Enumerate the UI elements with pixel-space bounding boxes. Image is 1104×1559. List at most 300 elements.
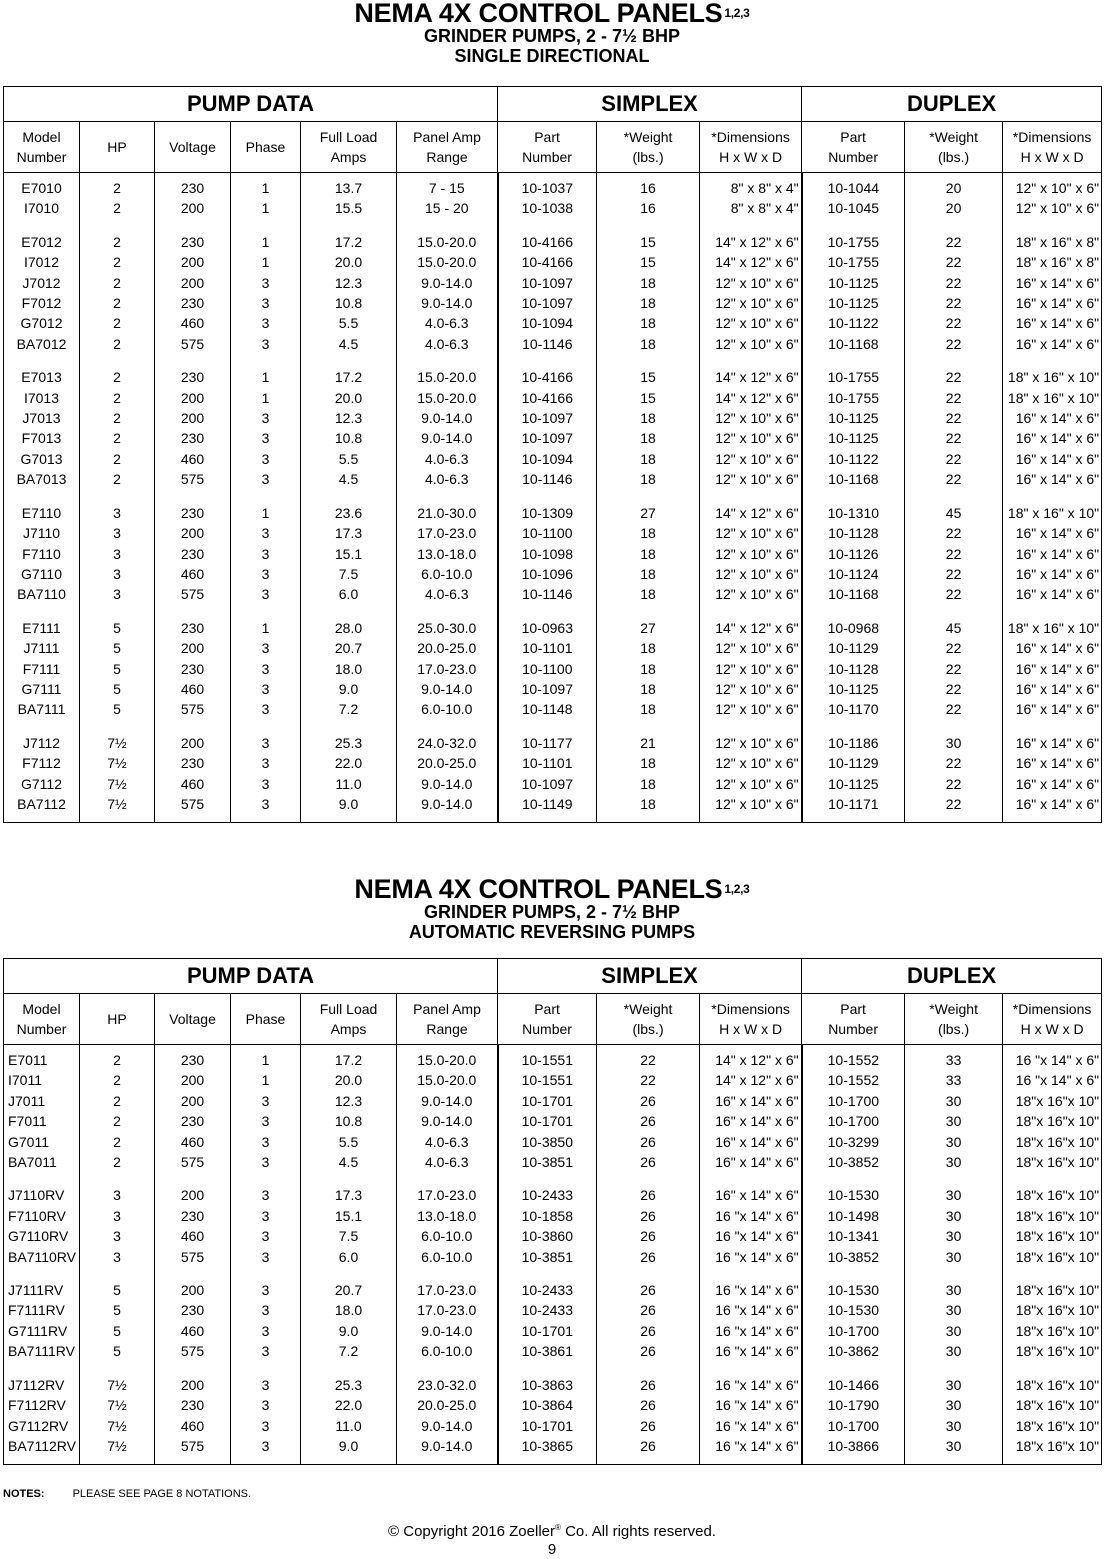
column-header-simplex-weight — [597, 994, 700, 1045]
cell-value: 3 — [261, 1302, 270, 1319]
cell-value: 2 — [113, 1154, 121, 1171]
cell-value: 22 — [945, 640, 962, 657]
cell-value: 10-1552 — [827, 1072, 880, 1089]
cell-value: 18 — [640, 565, 656, 582]
cell-value: 4.0-6.3 — [424, 315, 469, 332]
cell-value: 10-2433 — [521, 1187, 573, 1204]
cell-value: 26 — [640, 1187, 656, 1204]
cell-value: 16" x 14" x 6" — [1015, 274, 1100, 291]
cell-hp — [80, 1273, 155, 1368]
column-header-row — [4, 122, 1102, 173]
cell-value: 30 — [945, 1417, 962, 1434]
cell-value: 10-1124 — [828, 565, 879, 582]
cell-value: 10-1170 — [828, 701, 879, 718]
cell-value: 12" x 10" x 6" — [715, 701, 799, 718]
cell-value: 20.0 — [334, 254, 363, 271]
cell-value: 20.0 — [334, 389, 363, 406]
cell-full-load-amps — [301, 1273, 397, 1368]
cell-simplex-weight — [597, 1368, 700, 1465]
cell-value: 15 — [640, 389, 656, 406]
cell-value: 5 — [113, 701, 121, 718]
cell-value: 26 — [640, 1282, 656, 1299]
cell-value: 20.0-25.0 — [417, 1397, 477, 1414]
table-row-group — [4, 1178, 1102, 1273]
cell-phase — [231, 496, 301, 611]
cell-value: 18 — [640, 640, 656, 657]
cell-value: F7112 — [22, 755, 61, 772]
cell-value: 6.0-10.0 — [421, 1228, 473, 1245]
column-header-panel-amp-range — [397, 994, 498, 1045]
duplex-header: DUPLEX — [802, 959, 1102, 994]
column-header-row — [4, 994, 1102, 1045]
cell-value: 10-1700 — [827, 1092, 880, 1109]
column-header-duplex-weight — [905, 122, 1003, 173]
simplex-header: SIMPLEX — [498, 87, 802, 122]
cell-value: 10-1701 — [521, 1417, 573, 1434]
cell-duplex-weight — [905, 1178, 1003, 1273]
automatic-reversing-table — [3, 958, 1102, 1465]
cell-value: 2 — [113, 1092, 121, 1109]
cell-simplex-dimensions — [700, 726, 802, 823]
cell-value: 18"x 16"x 10" — [1015, 1187, 1100, 1204]
cell-value: 14" x 12" x 6" — [715, 1072, 799, 1089]
cell-value: 200 — [180, 640, 205, 657]
cell-value: 12" x 10" x 6" — [715, 410, 799, 427]
cell-hp — [80, 1178, 155, 1273]
cell-hp — [80, 225, 155, 360]
cell-value: 230 — [180, 1113, 205, 1130]
cell-phase — [231, 173, 301, 225]
column-header-line: Model — [22, 129, 61, 145]
cell-value: 18 — [640, 450, 656, 467]
cell-value: 16" x 14" x 6" — [1015, 586, 1100, 603]
cell-value: 14" x 12" x 6" — [715, 389, 799, 406]
cell-value: 12" x 10" x 6" — [715, 545, 799, 562]
cell-value: 16" x 14" x 6" — [1015, 701, 1100, 718]
cell-value: 18 — [640, 545, 656, 562]
cell-value: 22 — [945, 471, 962, 488]
cell-value: 12" x 10" x 6" — [715, 680, 799, 697]
cell-value: 30 — [945, 1376, 962, 1393]
cell-value: BA7111RV — [8, 1343, 75, 1360]
cell-value: 10-1094 — [521, 315, 573, 332]
cell-value: 12" x 10" x 6" — [715, 565, 799, 582]
cell-value: 10-1186 — [828, 734, 879, 751]
cell-value: 15.0-20.0 — [417, 233, 477, 250]
cell-value: 10-1755 — [827, 233, 880, 250]
cell-panel-amp-range — [397, 225, 498, 360]
cell-value: 3 — [261, 1133, 270, 1150]
cell-simplex-part-number — [498, 1045, 597, 1179]
cell-value: 15.1 — [334, 1207, 363, 1224]
cell-value: F7013 — [21, 430, 62, 447]
column-header-simplex-weight — [597, 122, 700, 173]
cell-value: 18 — [640, 775, 656, 792]
cell-value: 460 — [180, 1133, 205, 1150]
cell-value: 16" x 14" x 6" — [1015, 680, 1100, 697]
cell-value: 22 — [945, 369, 962, 386]
column-header-line: Part — [534, 129, 560, 145]
cell-value: 230 — [180, 545, 205, 562]
cell-value: 15.0-20.0 — [417, 1052, 477, 1068]
cell-value: 22 — [945, 430, 962, 447]
cell-value: 15 - 20 — [424, 200, 469, 217]
cell-value: 10-1129 — [828, 640, 879, 657]
cell-value: 10-1146 — [522, 335, 573, 352]
cell-value: F7111RV — [8, 1302, 65, 1319]
cell-value: 10-1097 — [521, 775, 573, 792]
cell-duplex-weight — [905, 225, 1003, 360]
cell-voltage — [155, 1045, 231, 1179]
notes-text: PLEASE SEE PAGE 8 NOTATIONS. — [72, 1488, 252, 1500]
column-header-line: Range — [426, 149, 468, 165]
cell-value: 45 — [945, 504, 962, 521]
cell-value: 6.0-10.0 — [421, 1248, 473, 1265]
cell-value: 1 — [261, 180, 270, 196]
cell-value: 3 — [261, 1187, 270, 1204]
cell-value: G7112 — [21, 775, 62, 792]
cell-phase — [231, 1178, 301, 1273]
cell-value: 5 — [113, 680, 121, 697]
cell-value: 7½ — [107, 755, 127, 772]
cell-value: 2 — [113, 335, 121, 352]
column-header-line: *Weight — [623, 1001, 673, 1017]
cell-simplex-weight — [597, 726, 700, 823]
cell-hp — [80, 1368, 155, 1465]
cell-value: 8" x 8" x 4" — [730, 200, 799, 217]
cell-simplex-part-number — [498, 496, 597, 611]
cell-value: 18 — [640, 315, 656, 332]
cell-value: 16" x 14" x 6" — [1015, 775, 1100, 792]
cell-value: 3 — [113, 1248, 121, 1265]
cell-value: J7110RV — [8, 1187, 65, 1204]
section2-title: NEMA 4X CONTROL PANELS $^{1,2,3}$ — [354, 874, 750, 904]
cell-full-load-amps — [301, 225, 397, 360]
cell-value: 10-1045 — [827, 200, 880, 217]
cell-value: 9.0-14.0 — [421, 1437, 473, 1454]
cell-value: 12" x 10" x 6" — [1015, 180, 1100, 196]
cell-value: 10-1100 — [522, 525, 573, 542]
column-header-line: Panel Amp — [413, 129, 481, 145]
cell-value: 3 — [261, 450, 270, 467]
cell-duplex-dimensions — [1003, 611, 1102, 726]
cell-model-number — [4, 1178, 80, 1273]
cell-full-load-amps — [301, 360, 397, 495]
cell-full-load-amps — [301, 1368, 397, 1465]
cell-simplex-part-number — [498, 1178, 597, 1273]
cell-value: 4.0-6.3 — [424, 1133, 469, 1150]
cell-value: 18 — [640, 471, 656, 488]
cell-model-number — [4, 1045, 80, 1179]
cell-simplex-dimensions — [700, 1273, 802, 1368]
cell-value: 2 — [113, 315, 121, 332]
cell-panel-amp-range — [397, 1368, 498, 1465]
cell-value: 3 — [113, 1228, 121, 1245]
cell-value: 200 — [180, 410, 205, 427]
cell-value: E7012 — [21, 233, 62, 250]
cell-value: 16 "x 14" x 6" — [715, 1302, 799, 1319]
cell-value: 10-3862 — [827, 1343, 880, 1360]
cell-value: 10-1755 — [827, 369, 880, 386]
cell-full-load-amps — [301, 1178, 397, 1273]
cell-value: 10-3864 — [521, 1397, 573, 1414]
cell-value: 200 — [180, 274, 205, 291]
cell-value: J7110 — [22, 525, 61, 542]
column-header-line: *Weight — [929, 129, 978, 145]
cell-value: 10-3860 — [521, 1228, 573, 1245]
cell-value: 10-3852 — [827, 1154, 880, 1171]
cell-value: 2 — [113, 1072, 121, 1089]
cell-value: 21.0-30.0 — [417, 504, 477, 521]
cell-value: BA7011 — [8, 1154, 57, 1171]
cell-value: 22 — [945, 315, 962, 332]
cell-value: 16" x 14" x 6" — [1015, 450, 1100, 467]
column-header-line: Full Load — [319, 1001, 378, 1017]
cell-value: 14" x 12" x 6" — [715, 504, 799, 521]
cell-duplex-part-number — [802, 611, 905, 726]
cell-value: 10-1128 — [828, 525, 879, 542]
cell-value: 3 — [113, 1187, 121, 1204]
cell-value: 2 — [113, 1113, 121, 1130]
cell-value: 3 — [261, 471, 270, 488]
cell-value: 26 — [640, 1228, 656, 1245]
cell-value: 27 — [640, 619, 656, 636]
cell-value: 16 "x 14" x 6" — [715, 1248, 799, 1265]
cell-value: 16" x 14" x 6" — [715, 1092, 799, 1109]
cell-value: 10-1551 — [521, 1052, 573, 1068]
duplex-header: DUPLEX — [802, 87, 1102, 122]
cell-value: 12" x 10" x 6" — [715, 471, 799, 488]
cell-value: 3 — [261, 734, 270, 751]
cell-value: 575 — [180, 1437, 205, 1454]
cell-value: 10-3861 — [521, 1343, 573, 1360]
cell-value: 16 "x 14" x 6" — [715, 1376, 799, 1393]
cell-voltage — [155, 611, 231, 726]
cell-value: 3 — [261, 335, 270, 352]
cell-value: 200 — [180, 389, 205, 406]
cell-value: 14" x 12" x 6" — [715, 1052, 799, 1068]
cell-value: 22 — [945, 701, 962, 718]
cell-value: 9.0-14.0 — [421, 295, 473, 312]
column-header-duplex-dimensions — [1003, 994, 1102, 1045]
cell-value: 17.0-23.0 — [417, 525, 477, 542]
cell-value: 18 — [640, 680, 656, 697]
column-header-line: (lbs.) — [938, 149, 970, 165]
cell-value: 7.2 — [338, 701, 359, 718]
cell-model-number — [4, 611, 80, 726]
cell-value: 12" x 10" x 6" — [715, 315, 799, 332]
column-header-line: Number — [16, 1021, 67, 1037]
cell-value: 22 — [945, 545, 962, 562]
cell-value: 230 — [180, 233, 205, 250]
cell-value: 10-1125 — [828, 295, 879, 312]
cell-value: 5 — [113, 1322, 121, 1339]
cell-hp — [80, 173, 155, 225]
cell-value: 200 — [180, 1187, 205, 1204]
cell-value: 2 — [113, 295, 121, 312]
cell-value: 16" x 14" x 6" — [1015, 335, 1100, 352]
section1-subtitle: GRINDER PUMPS, 2 - 7½ BHP — [423, 26, 681, 46]
cell-value: 15.0-20.0 — [417, 1072, 477, 1089]
cell-value: 6.0 — [338, 586, 359, 603]
cell-value: 26 — [640, 1437, 656, 1454]
cell-value: 26 — [640, 1376, 656, 1393]
cell-hp — [80, 611, 155, 726]
cell-phase — [231, 726, 301, 823]
cell-value: 10-1037 — [521, 180, 573, 196]
cell-value: 10-1038 — [521, 200, 573, 217]
cell-value: 9.0-14.0 — [421, 430, 473, 447]
cell-value: 18 — [640, 335, 656, 352]
cell-value: 18"x 16"x 10" — [1015, 1282, 1100, 1299]
cell-value: 14" x 12" x 6" — [715, 233, 799, 250]
cell-value: 16" x 14" x 6" — [715, 1113, 799, 1130]
cell-value: 16" x 14" x 6" — [1015, 660, 1100, 677]
single-directional-table — [3, 86, 1102, 823]
cell-value: F7012 — [21, 295, 62, 312]
cell-value: 10-1466 — [827, 1376, 880, 1393]
cell-value: 6.0 — [338, 1248, 359, 1265]
cell-value: 30 — [945, 1228, 962, 1245]
cell-value: 10-1700 — [827, 1417, 880, 1434]
cell-value: 16" x 14" x 6" — [1015, 565, 1100, 582]
cell-value: 16" x 14" x 6" — [1015, 734, 1100, 751]
section-header-row — [4, 87, 1102, 122]
cell-value: 22 — [945, 775, 962, 792]
cell-value: 20.0 — [334, 1072, 363, 1089]
cell-value: 22 — [945, 295, 962, 312]
cell-value: 10.8 — [334, 1113, 363, 1130]
cell-voltage — [155, 726, 231, 823]
cell-voltage — [155, 1273, 231, 1368]
cell-value: 10-1128 — [828, 660, 879, 677]
cell-duplex-weight — [905, 1273, 1003, 1368]
column-header-model-number — [4, 122, 80, 173]
cell-value: 26 — [640, 1248, 656, 1265]
cell-value: 8" x 8" x 4" — [730, 180, 799, 196]
cell-value: 3 — [261, 1417, 270, 1434]
column-header-line: Phase — [245, 1011, 286, 1027]
cell-duplex-dimensions — [1003, 1368, 1102, 1465]
cell-value: 4.0-6.3 — [424, 471, 469, 488]
cell-value: G7011 — [8, 1133, 49, 1150]
cell-value: J7111 — [23, 640, 60, 657]
cell-value: J7112 — [22, 734, 61, 751]
cell-duplex-part-number — [802, 1273, 905, 1368]
cell-value: 10-3850 — [521, 1133, 573, 1150]
cell-value: 575 — [180, 586, 205, 603]
cell-value: 2 — [113, 410, 121, 427]
cell-value: 17.3 — [334, 1187, 363, 1204]
cell-value: 12" x 10" x 6" — [715, 640, 799, 657]
cell-value: 460 — [180, 1322, 205, 1339]
cell-value: BA7013 — [16, 471, 67, 488]
cell-value: 10-1755 — [827, 254, 880, 271]
cell-value: G7112RV — [8, 1417, 69, 1434]
cell-value: 10-1146 — [522, 471, 573, 488]
cell-duplex-dimensions — [1003, 225, 1102, 360]
cell-value: 18 — [640, 660, 656, 677]
cell-value: 1 — [261, 369, 270, 386]
cell-value: 10-1790 — [827, 1397, 880, 1414]
pump-data-header: PUMP DATA — [4, 959, 498, 994]
column-header-voltage — [155, 122, 231, 173]
cell-value: 10-2433 — [521, 1302, 573, 1319]
column-header-line: Amps — [330, 1021, 367, 1037]
cell-value: 18"x 16"x 10" — [1015, 1248, 1100, 1265]
column-header-duplex-weight — [905, 994, 1003, 1045]
cell-phase — [231, 360, 301, 495]
cell-value: E7013 — [21, 369, 62, 386]
cell-value: I7013 — [23, 389, 60, 406]
cell-value: 15 — [640, 254, 656, 271]
cell-value: 25.3 — [334, 734, 363, 751]
cell-value: 3 — [261, 1322, 270, 1339]
cell-value: 10-3852 — [827, 1248, 880, 1265]
cell-value: 12" x 10" x 6" — [715, 274, 799, 291]
cell-value: 12" x 10" x 6" — [715, 525, 799, 542]
cell-value: 3 — [261, 795, 270, 812]
cell-value: 10-1097 — [521, 274, 573, 291]
cell-value: 21 — [640, 734, 656, 751]
cell-value: BA7112RV — [8, 1437, 76, 1454]
cell-value: I7012 — [23, 254, 60, 271]
cell-value: 16 "x 14" x 6" — [1015, 1052, 1100, 1068]
cell-value: 16 "x 14" x 6" — [715, 1322, 799, 1339]
cell-value: 3 — [261, 1248, 270, 1265]
cell-value: 1 — [261, 254, 270, 271]
cell-value: 17.2 — [334, 369, 363, 386]
cell-value: 200 — [180, 254, 205, 271]
cell-value: 3 — [261, 545, 270, 562]
cell-value: 16" x 14" x 6" — [715, 1154, 799, 1171]
cell-value: 10-1700 — [827, 1322, 880, 1339]
cell-simplex-weight — [597, 1273, 700, 1368]
cell-simplex-dimensions — [700, 1178, 802, 1273]
cell-phase — [231, 1273, 301, 1368]
cell-simplex-dimensions — [700, 225, 802, 360]
column-header-line: Number — [16, 149, 67, 165]
cell-value: 18" x 16" x 10" — [1007, 619, 1100, 636]
cell-duplex-part-number — [802, 173, 905, 225]
pump-data-header: PUMP DATA — [4, 87, 498, 122]
cell-value: 7½ — [107, 1397, 127, 1414]
cell-value: 26 — [640, 1207, 656, 1224]
cell-voltage — [155, 1368, 231, 1465]
cell-value: 200 — [180, 1376, 205, 1393]
cell-value: 24.0-32.0 — [417, 734, 477, 751]
cell-value: G7110RV — [8, 1228, 69, 1245]
cell-value: 14" x 12" x 6" — [715, 254, 799, 271]
cell-value: 3 — [261, 1092, 270, 1109]
cell-value: 16" x 14" x 6" — [1015, 755, 1100, 772]
cell-simplex-part-number — [498, 1273, 597, 1368]
table-row-group — [4, 1368, 1102, 1465]
cell-value: 3 — [113, 565, 121, 582]
cell-value: 15.1 — [334, 545, 363, 562]
cell-value: 18"x 16"x 10" — [1015, 1417, 1100, 1434]
cell-value: 26 — [640, 1092, 656, 1109]
cell-value: 9.0 — [338, 1322, 359, 1339]
table-row-group — [4, 1045, 1102, 1179]
cell-value: 18"x 16"x 10" — [1015, 1207, 1100, 1224]
cell-simplex-part-number — [498, 1368, 597, 1465]
cell-panel-amp-range — [397, 496, 498, 611]
cell-duplex-dimensions — [1003, 496, 1102, 611]
cell-value: 30 — [945, 1437, 962, 1454]
column-header-line: Panel Amp — [413, 1001, 481, 1017]
cell-voltage — [155, 496, 231, 611]
